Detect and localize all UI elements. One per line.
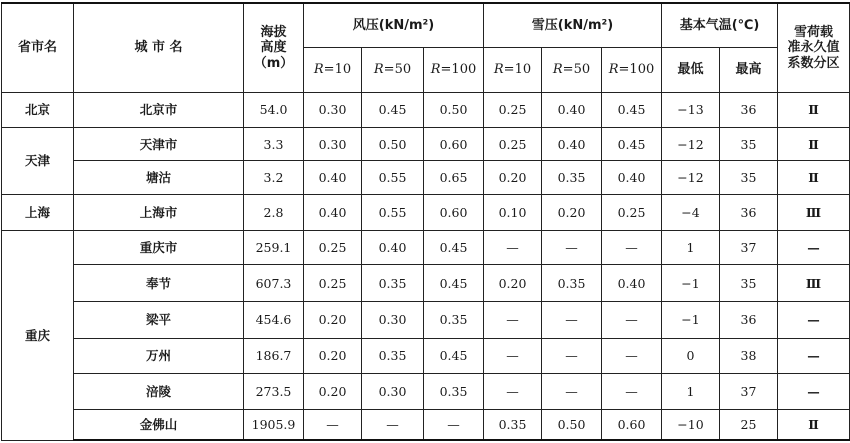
r-value: =10 bbox=[323, 62, 352, 78]
province-cell: 重庆 bbox=[2, 230, 74, 440]
snow-r50-cell: 0.50 bbox=[542, 409, 602, 440]
wind-r10-cell: 0.20 bbox=[304, 301, 362, 338]
snow-r100-cell: — bbox=[602, 230, 662, 265]
snow-r50-cell: — bbox=[542, 301, 602, 338]
city-cell: 北京市 bbox=[74, 93, 244, 128]
table-row bbox=[2, 374, 850, 410]
header-snow-r100 bbox=[602, 48, 662, 93]
snow-r50-cell: — bbox=[542, 230, 602, 265]
snow-r100-cell: 0.40 bbox=[602, 265, 662, 302]
table-row bbox=[2, 301, 850, 338]
snow-r10-cell: 0.20 bbox=[484, 265, 542, 302]
altitude-cell: 3.2 bbox=[244, 161, 304, 195]
wind-r10-cell: 0.25 bbox=[304, 265, 362, 302]
wind-r100-cell: — bbox=[424, 409, 484, 440]
wind-r100-cell: 0.35 bbox=[424, 374, 484, 410]
r-symbol: R bbox=[313, 62, 324, 78]
header-wind-r50 bbox=[362, 48, 424, 93]
temp-max-cell: 38 bbox=[720, 338, 778, 374]
snow-r10-cell: 0.25 bbox=[484, 93, 542, 128]
wind-r10-cell: 0.20 bbox=[304, 374, 362, 410]
temp-min-cell: −1 bbox=[662, 265, 720, 302]
snow-r50-cell: — bbox=[542, 338, 602, 374]
temp-min-cell: −10 bbox=[662, 409, 720, 440]
table-row bbox=[2, 194, 850, 230]
city-cell: 天津市 bbox=[74, 127, 244, 161]
temp-max-cell: 37 bbox=[720, 374, 778, 410]
wind-r10-cell: 0.25 bbox=[304, 230, 362, 265]
snow-r50-cell: 0.20 bbox=[542, 194, 602, 230]
wind-r10-cell: 0.20 bbox=[304, 338, 362, 374]
temp-min-cell: 0 bbox=[662, 338, 720, 374]
r-value: =100 bbox=[618, 62, 655, 78]
snow-r100-cell: — bbox=[602, 301, 662, 338]
snow-r100-cell: 0.45 bbox=[602, 127, 662, 161]
wind-r50-cell: — bbox=[362, 409, 424, 440]
wind-r10-cell: 0.30 bbox=[304, 93, 362, 128]
wind-r10-cell: — bbox=[304, 409, 362, 440]
snow-r10-cell: — bbox=[484, 301, 542, 338]
temp-max-cell: 36 bbox=[720, 301, 778, 338]
temp-min-cell: −13 bbox=[662, 93, 720, 128]
table-row bbox=[2, 338, 850, 374]
header-wind-pressure: 风压(kN/m²) bbox=[304, 3, 484, 48]
wind-r50-cell: 0.35 bbox=[362, 265, 424, 302]
province-cell: 天津 bbox=[2, 127, 74, 194]
snow-r100-cell: 0.60 bbox=[602, 409, 662, 440]
wind-r50-cell: 0.50 bbox=[362, 127, 424, 161]
wind-r50-cell: 0.35 bbox=[362, 338, 424, 374]
temp-max-cell: 36 bbox=[720, 194, 778, 230]
temp-min-cell: −4 bbox=[662, 194, 720, 230]
snow-r100-cell: 0.25 bbox=[602, 194, 662, 230]
wind-r10-cell: 0.30 bbox=[304, 127, 362, 161]
snow-r10-cell: 0.10 bbox=[484, 194, 542, 230]
temp-min-cell: −1 bbox=[662, 301, 720, 338]
snow-r10-cell: 0.20 bbox=[484, 161, 542, 195]
province-cell: 北京 bbox=[2, 93, 74, 128]
city-cell: 奉节 bbox=[74, 265, 244, 302]
province-cell: 上海 bbox=[2, 194, 74, 230]
wind-r50-cell: 0.45 bbox=[362, 93, 424, 128]
r-symbol: R bbox=[608, 62, 619, 78]
snow-r100-cell: — bbox=[602, 338, 662, 374]
city-cell: 万州 bbox=[74, 338, 244, 374]
temp-min-cell: 1 bbox=[662, 374, 720, 410]
header-wind-r100 bbox=[424, 48, 484, 93]
snow-r50-cell: 0.40 bbox=[542, 127, 602, 161]
header-snow-load-zone: 雪荷载 准永久值 系数分区 bbox=[778, 3, 850, 93]
zone-cell: — bbox=[778, 230, 850, 265]
city-cell: 梁平 bbox=[74, 301, 244, 338]
snow-r100-cell: 0.40 bbox=[602, 161, 662, 195]
r-value: =100 bbox=[440, 62, 477, 78]
wind-r100-cell: 0.45 bbox=[424, 265, 484, 302]
altitude-cell: 259.1 bbox=[244, 230, 304, 265]
snow-r10-cell: 0.35 bbox=[484, 409, 542, 440]
wind-r50-cell: 0.55 bbox=[362, 161, 424, 195]
zone-cell: — bbox=[778, 374, 850, 410]
table-row bbox=[2, 127, 850, 161]
wind-r10-cell: 0.40 bbox=[304, 161, 362, 195]
city-cell: 金佛山 bbox=[74, 409, 244, 440]
wind-r100-cell: 0.45 bbox=[424, 338, 484, 374]
wind-r50-cell: 0.55 bbox=[362, 194, 424, 230]
snow-r10-cell: — bbox=[484, 338, 542, 374]
temp-min-cell: −12 bbox=[662, 127, 720, 161]
zone-cell: Ⅱ bbox=[778, 93, 850, 128]
snow-r50-cell: 0.35 bbox=[542, 161, 602, 195]
header-temp-min: 最低 bbox=[662, 48, 720, 93]
temp-min-cell: 1 bbox=[662, 230, 720, 265]
r-value: =10 bbox=[503, 62, 532, 78]
altitude-cell: 273.5 bbox=[244, 374, 304, 410]
header-snow-r50 bbox=[542, 48, 602, 93]
city-cell: 塘沽 bbox=[74, 161, 244, 195]
wind-r100-cell: 0.35 bbox=[424, 301, 484, 338]
r-symbol: R bbox=[373, 62, 384, 78]
snow-r100-cell: — bbox=[602, 374, 662, 410]
temp-max-cell: 25 bbox=[720, 409, 778, 440]
snow-r10-cell: — bbox=[484, 374, 542, 410]
table-row bbox=[2, 93, 850, 128]
zone-cell: Ⅱ bbox=[778, 161, 850, 195]
snow-r10-cell: — bbox=[484, 230, 542, 265]
snow-r100-cell: 0.45 bbox=[602, 93, 662, 128]
altitude-cell: 3.3 bbox=[244, 127, 304, 161]
temp-max-cell: 35 bbox=[720, 161, 778, 195]
wind-r100-cell: 0.65 bbox=[424, 161, 484, 195]
r-symbol: R bbox=[430, 62, 441, 78]
wind-r50-cell: 0.40 bbox=[362, 230, 424, 265]
table-row bbox=[2, 409, 850, 440]
r-symbol: R bbox=[552, 62, 563, 78]
wind-r100-cell: 0.60 bbox=[424, 127, 484, 161]
temp-min-cell: −12 bbox=[662, 161, 720, 195]
city-cell: 上海市 bbox=[74, 194, 244, 230]
snow-r50-cell: — bbox=[542, 374, 602, 410]
temp-max-cell: 35 bbox=[720, 265, 778, 302]
snow-r50-cell: 0.40 bbox=[542, 93, 602, 128]
wind-r100-cell: 0.45 bbox=[424, 230, 484, 265]
temp-max-cell: 35 bbox=[720, 127, 778, 161]
altitude-cell: 2.8 bbox=[244, 194, 304, 230]
r-value: =50 bbox=[562, 62, 591, 78]
wind-r10-cell: 0.40 bbox=[304, 194, 362, 230]
r-symbol: R bbox=[493, 62, 504, 78]
header-row-1 bbox=[2, 3, 850, 48]
wind-r50-cell: 0.30 bbox=[362, 374, 424, 410]
zone-cell: Ⅲ bbox=[778, 194, 850, 230]
header-snow-r10 bbox=[484, 48, 542, 93]
snow-r50-cell: 0.35 bbox=[542, 265, 602, 302]
table-row bbox=[2, 161, 850, 195]
r-value: =50 bbox=[383, 62, 412, 78]
header-city: 城 市 名 bbox=[74, 3, 244, 93]
temp-max-cell: 37 bbox=[720, 230, 778, 265]
snow-r10-cell: 0.25 bbox=[484, 127, 542, 161]
altitude-cell: 186.7 bbox=[244, 338, 304, 374]
header-basic-temperature: 基本气温(℃) bbox=[662, 3, 778, 48]
zone-cell: — bbox=[778, 301, 850, 338]
city-cell: 重庆市 bbox=[74, 230, 244, 265]
wind-r100-cell: 0.60 bbox=[424, 194, 484, 230]
zone-cell: — bbox=[778, 338, 850, 374]
city-cell: 涪陵 bbox=[74, 374, 244, 410]
header-snow-pressure: 雪压(kN/m²) bbox=[484, 3, 662, 48]
header-wind-r10 bbox=[304, 48, 362, 93]
header-temp-max: 最高 bbox=[720, 48, 778, 93]
header-altitude: 海拔 高度 （m） bbox=[244, 3, 304, 93]
wind-r100-cell: 0.50 bbox=[424, 93, 484, 128]
zone-cell: Ⅲ bbox=[778, 265, 850, 302]
altitude-cell: 454.6 bbox=[244, 301, 304, 338]
temp-max-cell: 36 bbox=[720, 93, 778, 128]
zone-cell: Ⅱ bbox=[778, 127, 850, 161]
altitude-cell: 607.3 bbox=[244, 265, 304, 302]
wind-r50-cell: 0.30 bbox=[362, 301, 424, 338]
header-province: 省市名 bbox=[2, 3, 74, 93]
zone-cell: Ⅱ bbox=[778, 409, 850, 440]
table-row bbox=[2, 230, 850, 265]
climate-parameters-table bbox=[1, 2, 850, 441]
table-row bbox=[2, 265, 850, 302]
altitude-cell: 54.0 bbox=[244, 93, 304, 128]
altitude-cell: 1905.9 bbox=[244, 409, 304, 440]
